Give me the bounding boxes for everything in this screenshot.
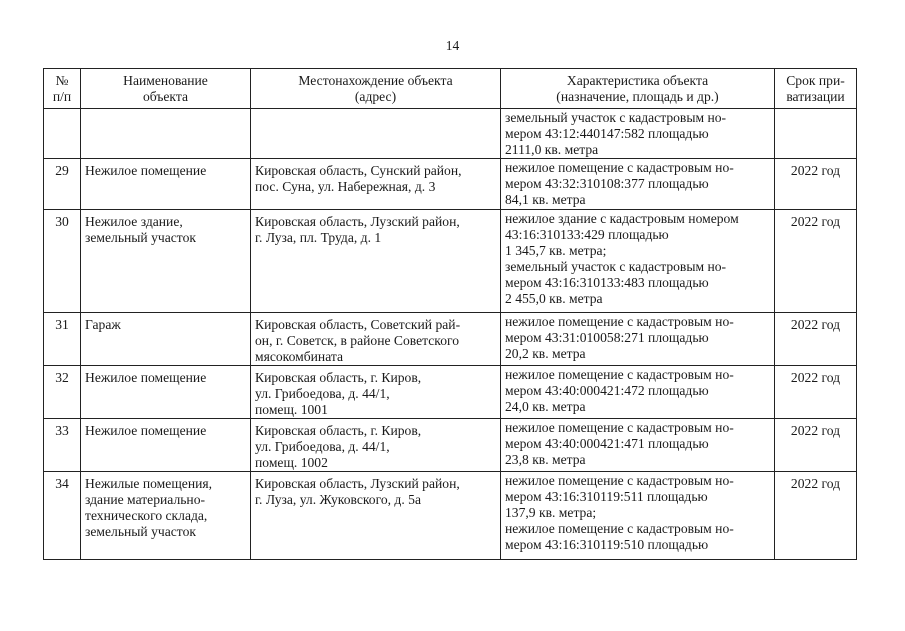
object-characteristics [501, 210, 775, 313]
object-address-line: Кировская область, г. Киров, [255, 370, 422, 385]
object-characteristics-line: 1 345,7 кв. метра; [505, 243, 607, 258]
table-row [44, 159, 857, 210]
object-name-line: здание материально- [85, 492, 206, 507]
object-name [81, 472, 251, 560]
header-name: Наименование объекта [81, 69, 251, 109]
object-characteristics-line: земельный участок с кадастровым но- [505, 259, 727, 274]
object-characteristics-line: мером 43:16:310133:483 площадью [505, 275, 709, 290]
row-number: 32 [44, 366, 81, 419]
privatization-term [775, 109, 857, 159]
object-characteristics-line: нежилое помещение с кадастровым но- [505, 521, 734, 536]
object-name [81, 313, 251, 366]
object-characteristics-line: нежилое помещение с кадастровым но- [505, 473, 734, 488]
object-characteristics-line: 84,1 кв. метра [505, 192, 586, 207]
object-address [251, 472, 501, 560]
row-number: 29 [44, 159, 81, 210]
object-characteristics-line: мером 43:32:310108:377 площадью [505, 176, 709, 191]
object-address [251, 159, 501, 210]
object-name [81, 109, 251, 159]
object-address-line: мясокомбината [255, 349, 344, 364]
table-row [44, 419, 857, 472]
object-name-line: Нежилое помещение [85, 370, 207, 385]
object-characteristics-line: нежилое здание с кадастровым номером [505, 211, 739, 226]
object-characteristics-line: нежилое помещение с кадастровым но- [505, 420, 734, 435]
row-number: 31 [44, 313, 81, 366]
object-address [251, 313, 501, 366]
object-characteristics-line: мером 43:40:000421:472 площадью [505, 383, 709, 398]
row-number: 30 [44, 210, 81, 313]
row-number [44, 109, 81, 159]
privatization-term: 2022 год [775, 210, 857, 313]
table-body [44, 109, 857, 560]
object-characteristics-line: мером 43:16:310119:511 площадью [505, 489, 708, 504]
header-characteristics: Характеристика объекта (назначение, площадь и др.) [501, 69, 775, 109]
privatization-term: 2022 год [775, 313, 857, 366]
object-characteristics-line: 20,2 кв. метра [505, 346, 586, 361]
object-name-line: земельный участок [85, 524, 196, 539]
object-address [251, 419, 501, 472]
object-address [251, 109, 501, 159]
object-address-line: ул. Грибоедова, д. 44/1, [255, 439, 390, 454]
object-address-line: пос. Суна, ул. Набережная, д. 3 [255, 179, 436, 194]
object-characteristics-line: нежилое помещение с кадастровым но- [505, 367, 734, 382]
object-name [81, 419, 251, 472]
object-address-line: Кировская область, Лузский район, [255, 214, 460, 229]
object-address [251, 210, 501, 313]
row-number: 34 [44, 472, 81, 560]
object-name [81, 159, 251, 210]
header-term: Срок при- ватизации [775, 69, 857, 109]
object-characteristics [501, 313, 775, 366]
object-characteristics-line: мером 43:16:310119:510 площадью [505, 537, 709, 552]
object-characteristics [501, 366, 775, 419]
object-characteristics [501, 109, 775, 159]
object-address-line: Кировская область, Сунский район, [255, 163, 462, 178]
object-address-line: г. Луза, пл. Труда, д. 1 [255, 230, 382, 245]
object-characteristics-line: 24,0 кв. метра [505, 399, 586, 414]
object-characteristics-line: 2 455,0 кв. метра [505, 291, 603, 306]
header-address: Местонахождение объекта (адрес) [251, 69, 501, 109]
object-characteristics-line: мером 43:40:000421:471 площадью [505, 436, 709, 451]
object-name-line: технического склада, [85, 508, 208, 523]
object-characteristics-line: нежилое помещение с кадастровым но- [505, 314, 734, 329]
object-name-line: Нежилое помещение [85, 423, 207, 438]
page-number: 14 [445, 38, 460, 53]
object-name-line: Гараж [85, 317, 121, 332]
object-address-line: Кировская область, г. Киров, [255, 423, 422, 438]
object-characteristics-line: 23,8 кв. метра [505, 452, 586, 467]
object-address-line: г. Луза, ул. Жуковского, д. 5а [255, 492, 421, 507]
object-address-line: Кировская область, Лузский район, [255, 476, 460, 491]
object-address-line: помещ. 1002 [255, 455, 328, 470]
object-characteristics-line: 43:16:310133:429 площадью [505, 227, 669, 242]
object-characteristics [501, 419, 775, 472]
object-name-line: Нежилое помещение [85, 163, 207, 178]
table-row [44, 472, 857, 560]
object-name [81, 366, 251, 419]
object-characteristics [501, 472, 775, 560]
privatization-table [43, 68, 857, 560]
header-num: № п/п [44, 69, 81, 109]
object-characteristics-line: 2111,0 кв. метра [505, 142, 599, 157]
object-name-line: Нежилые помещения, [85, 476, 213, 491]
table-header-row [44, 69, 857, 109]
object-name [81, 210, 251, 313]
object-address-line: помещ. 1001 [255, 402, 328, 417]
privatization-term: 2022 год [775, 159, 857, 210]
object-name-line: Нежилое здание, [85, 214, 183, 229]
object-characteristics [501, 159, 775, 210]
table-row [44, 210, 857, 313]
object-address [251, 366, 501, 419]
object-characteristics-line: мером 43:12:440147:582 площадью [505, 126, 709, 141]
object-characteristics-line: 137,9 кв. метра; [505, 505, 597, 520]
table-row [44, 109, 857, 159]
row-number: 33 [44, 419, 81, 472]
table-row [44, 313, 857, 366]
object-address-line: он, г. Советск, в районе Советского [255, 333, 460, 348]
privatization-term: 2022 год [775, 419, 857, 472]
privatization-term: 2022 год [775, 472, 857, 560]
table-row [44, 366, 857, 419]
object-address-line: ул. Грибоедова, д. 44/1, [255, 386, 390, 401]
object-name-line: земельный участок [85, 230, 196, 245]
privatization-term: 2022 год [775, 366, 857, 419]
object-characteristics-line: земельный участок с кадастровым но- [505, 110, 727, 125]
object-characteristics-line: мером 43:31:010058:271 площадью [505, 330, 709, 345]
object-characteristics-line: нежилое помещение с кадастровым но- [505, 160, 734, 175]
object-address-line: Кировская область, Советский рай- [255, 317, 461, 332]
